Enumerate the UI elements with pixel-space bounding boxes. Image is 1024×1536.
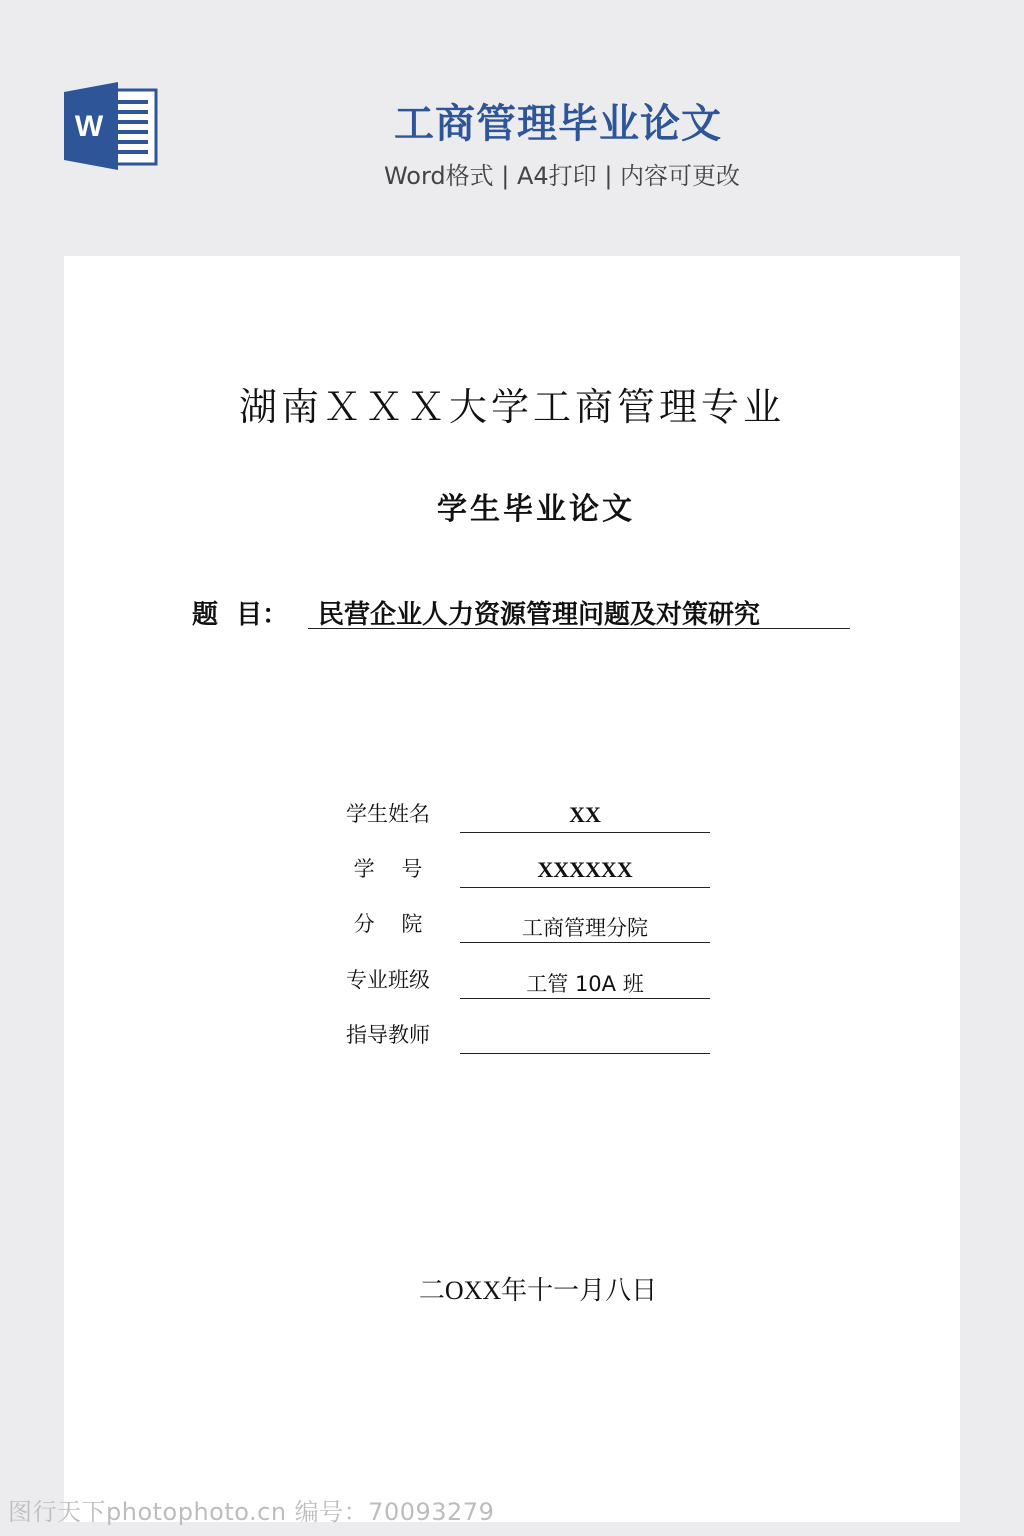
info-row-class <box>64 962 960 1002</box>
info-label: 学 号 <box>353 857 423 881</box>
info-field <box>460 906 710 943</box>
thesis-subtitle: 学生毕业论文 <box>437 492 635 527</box>
info-row-student-name <box>64 796 960 836</box>
info-label: 指导教师 <box>346 1023 430 1047</box>
topic-value: 民营企业人力资源管理问题及对策研究 <box>318 600 761 630</box>
topic-label: 题 目： <box>192 600 289 630</box>
info-field <box>460 962 710 999</box>
word-logo-letter: W <box>74 110 104 143</box>
banner-subtitle: Word格式 | A4打印 | 内容可更改 <box>383 162 741 190</box>
info-value: 工商管理分院 <box>522 916 648 940</box>
info-label: 学生姓名 <box>346 802 430 826</box>
info-value: XXXXXX <box>537 857 633 882</box>
info-value: XX <box>569 802 601 827</box>
info-value: 工管 10A 班 <box>526 972 644 996</box>
watermark-text: 图行天下photophoto.cn 编号：70093279 <box>8 1498 495 1526</box>
info-label: 分 院 <box>353 912 423 936</box>
university-title: 湖南ＸＸＸ大学工商管理专业 <box>238 385 785 429</box>
topic-field <box>308 594 850 629</box>
info-row-advisor <box>64 1017 960 1057</box>
info-row-student-id <box>64 851 960 891</box>
info-row-branch <box>64 906 960 946</box>
info-field <box>460 796 710 833</box>
info-value <box>460 1017 710 1023</box>
document-page <box>64 256 960 1522</box>
info-field <box>460 1017 710 1054</box>
banner-title: 工商管理毕业论文 <box>394 101 722 147</box>
info-field <box>460 851 710 888</box>
info-label: 专业班级 <box>346 968 430 992</box>
document-date: 二OXX年十一月八日 <box>418 1276 658 1305</box>
